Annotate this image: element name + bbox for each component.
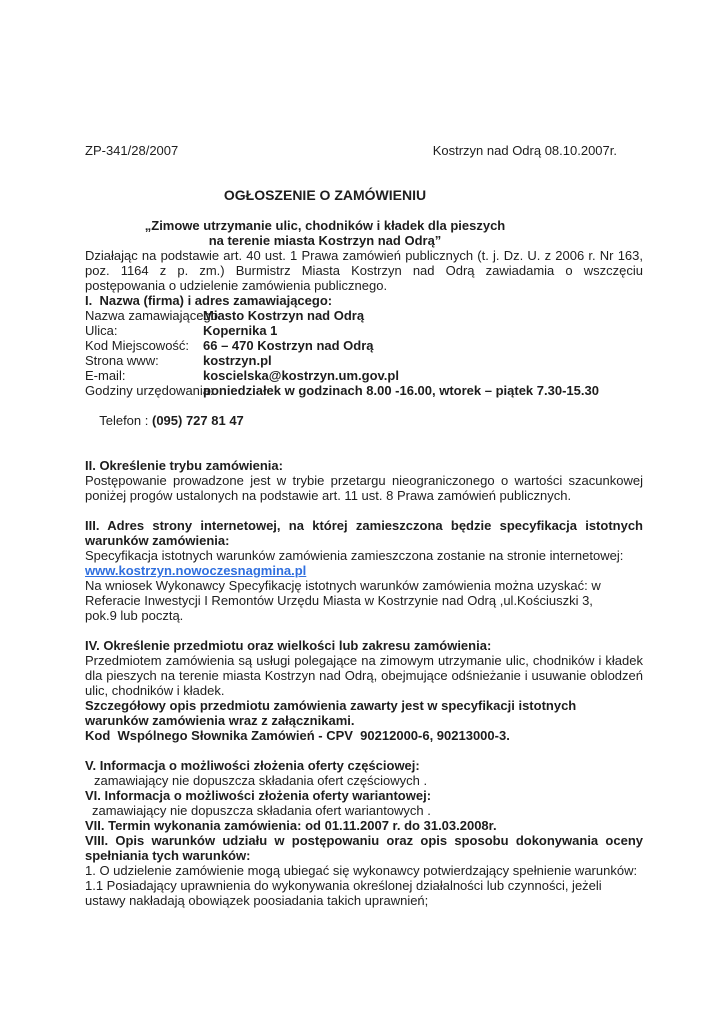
subject-line-1: „Zimowe utrzymanie ulic, chodników i kładek dla pieszych [144,218,506,233]
section-6-heading: VI. Informacja o możliwości złożenia oferty wariantowej: [85,788,432,803]
field-value: kostrzyn.pl [203,353,272,368]
section-4-line-1: Przedmiotem zamówienia są usługi polegające na zimowym utrzymanie ulic, chodników i kładek [85,653,643,668]
intro-line-2: poz. 1164 z p. zm.) Burmistrz Miasta Kostrzyn nad Odrą zawiadamia o wszczęciu [85,263,643,278]
field-value: Miasto Kostrzyn nad Odrą [203,308,365,323]
reference-number: ZP-341/28/2007 [85,143,179,158]
section-1-heading: I. Nazwa (firma) i adres zamawiającego: [85,293,333,308]
section-3-line-2: Na wniosek Wykonawcy Specyfikację istotnych warunków zamówienia można uzyskać: w [85,578,601,593]
spacer [85,623,643,638]
website-link[interactable]: www.kostrzyn.nowoczesnagmina.pl [85,563,307,578]
field-label: Strona www: [85,353,159,368]
field-row-email [85,368,643,383]
section-2-line-2: poniżej progów ustalonych na podstawie art. 11 ust. 8 Prawa zamówień publicznych. [85,488,572,503]
field-row-ulica [85,323,643,338]
section-8-line-3: ustawy nakładają obowiązek poosiadania takich uprawnień; [85,893,429,908]
section-4-bold-line-2: warunków zamówienia wraz z załącznikami. [85,713,355,728]
section-3-line-4: pok.9 lub pocztą. [85,608,184,623]
intro-line-1: Działając na podstawie art. 40 ust. 1 Prawa zamówień publicznych (t. j. Dz. U. z 2006 r. Nr 163, [85,248,643,263]
section-4-bold-line-1: Szczegółowy opis przedmiotu zamówienia zawarty jest w specyfikacji istotnych [85,698,577,713]
field-label: Telefon : [99,413,152,428]
field-value: Kopernika 1 [203,323,278,338]
document-title: OGŁOSZENIE O ZAMÓWIENIU [223,187,427,203]
field-label: Godziny urzędowania: [85,383,214,398]
field-row-strona-www [85,353,643,368]
subject-line-2: na terenie miasta Kostrzyn nad Odrą” [208,233,442,248]
section-8-line-2: 1.1 Posiadający uprawnienia do wykonywania określonej działalności lub czynności, jeżeli [85,878,602,893]
field-value: poniedziałek w godzinach 8.00 -16.00, wtorek – piątek 7.30-15.30 [203,383,599,398]
spacer [85,173,643,188]
section-4-cpv-codes: Kod Wspólnego Słownika Zamówień - CPV 90212000-6, 90213000-3. [85,728,510,743]
field-label: Ulica: [85,323,118,338]
section-6-body: zamawiający nie dopuszcza składania ofert wariantowych . [92,803,431,818]
section-2-line-1: Postępowanie prowadzone jest w trybie przetargu nieograniczonego o wartości szacunkowej [85,473,643,488]
section-5-body: zamawiający nie dopuszcza składania ofert częściowych . [94,773,428,788]
section-7-heading: VII. Termin wykonania zamówienia: od 01.11.2007 r. do 31.03.2008r. [85,818,497,833]
section-8-heading-line-1: VIII. Opis warunków udziału w postępowaniu oraz opis sposobu dokonywania oceny [85,833,643,848]
field-row-nazwa [85,308,643,323]
section-4-line-2: dla pieszych na terenie miasta Kostrzyn nad Odrą, obejmujące odśnieżanie i usuwanie oblodzeń [85,668,643,683]
intro-line-3: postępowania o udzielenie zamówienia publicznego. [85,278,388,293]
section-8-heading-line-2: spełniania tych warunków: [85,848,251,863]
section-3-line-1: Specyfikacja istotnych warunków zamówienia zamieszczona zostanie na stronie internetowej: [85,548,624,563]
spacer [85,203,643,218]
section-5-heading: V. Informacja o możliwości złożenia oferty częściowej: [85,758,420,773]
field-label: Nazwa zamawiającego: [85,308,222,323]
section-2-heading: II. Określenie trybu zamówienia: [85,458,283,473]
field-row-telefon [85,398,643,443]
section-4-heading: IV. Określenie przedmiotu oraz wielkości lub zakresu zamówienia: [85,638,492,653]
spacer [85,443,643,458]
field-value: koscielska@kostrzyn.um.gov.pl [203,368,399,383]
spacer [85,743,643,758]
website-link-row [85,563,643,578]
header-row [85,143,643,158]
field-row-godziny [85,383,643,398]
field-label: E-mail: [85,368,126,383]
section-3-line-3: Referacie Inwestycji I Remontów Urzędu Miasta w Kostrzynie nad Odrą ,ul.Kościuszki 3, [85,593,593,608]
section-3-heading-line-2: warunków zamówienia: [85,533,230,548]
phone-number: (095) 727 81 47 [151,413,244,428]
document-body [85,143,643,908]
section-4-line-3: ulic, chodników i kładek. [85,683,225,698]
field-row-kod-miejscowosc [85,338,643,353]
spacer [85,158,643,173]
field-label: Kod Miejscowość: [85,338,190,353]
section-8-line-1: 1. O udzielenie zamówienie mogą ubiegać się wykonawcy potwierdzający spełnienie warunków: [85,863,638,878]
place-and-date: Kostrzyn nad Odrą 08.10.2007r. [432,143,617,158]
section-3-heading-line-1: III. Adres strony internetowej, na której zamieszczona będzie specyfikacja istotnych [85,518,643,533]
spacer [85,503,643,518]
field-value: 66 – 470 Kostrzyn nad Odrą [203,338,374,353]
